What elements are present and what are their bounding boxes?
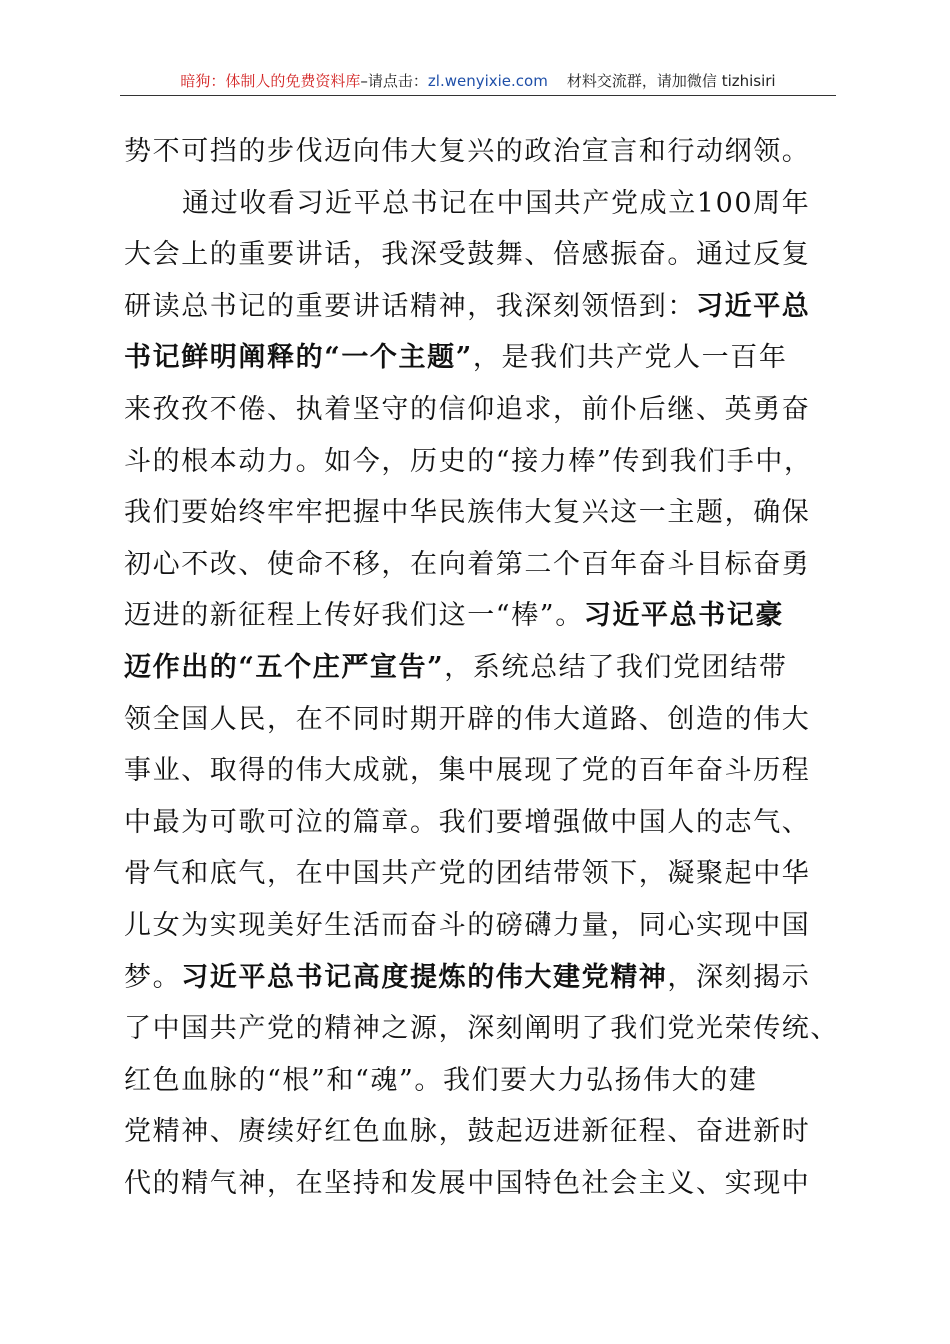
text-line — [124, 487, 854, 539]
emphasis-text: 习近平总 — [696, 290, 811, 322]
text-line — [124, 848, 854, 900]
emphasis-text: 迈作出的“五个庄严宣告” — [124, 651, 445, 683]
document-body — [124, 126, 854, 1209]
body-text-segment: 红色血脉的“根”和“魂”。我们要大力弘扬伟大的建 — [124, 1064, 758, 1096]
emphasis-text: 习近平总书记豪 — [583, 600, 785, 632]
body-text-segment: 儿女为实现美好生活而奋斗的磅礴力量，同心实现中国 — [124, 909, 811, 941]
text-line — [124, 539, 854, 591]
body-text-segment: 我们要始终牢牢把握中华民族伟大复兴这一主题，确保 — [124, 497, 811, 529]
body-text-segment: 骨气和底气，在中国共产党的团结带领下，凝聚起中华 — [124, 858, 811, 890]
body-text-segment: ，深刻揭示 — [667, 961, 811, 993]
body-text-segment: 初心不改、使命不移，在向着第二个百年奋斗目标奋勇 — [124, 548, 811, 580]
body-text-segment: 代的精气神，在坚持和发展中国特色社会主义、实现中 — [124, 1167, 811, 1199]
text-line — [124, 797, 854, 849]
header-click-prompt: –请点击： — [360, 72, 428, 90]
body-text-segment: ，是我们共产党人一百年 — [472, 342, 788, 374]
header-divider — [120, 95, 836, 96]
body-text-segment: 势不可挡的步伐迈向伟大复兴的政治宣言和行动纲领。 — [124, 136, 811, 167]
body-text-segment: 党精神、赓续好红色血脉，鼓起迈进新征程、奋进新时 — [124, 1116, 811, 1148]
text-line — [124, 332, 854, 384]
emphasis-text: 书记鲜明阐释的“一个主题” — [124, 342, 473, 374]
text-line — [124, 745, 854, 797]
body-text-segment: 通过收看习近平总书记在中国共产党成立100周年 — [182, 187, 811, 219]
header-site-name: 暗狗：体制人的免费资料库 — [180, 72, 361, 90]
body-text-segment: 事业、取得的伟大成就，集中展现了党的百年奋斗历程 — [124, 755, 811, 787]
body-text-segment: 来孜孜不倦、执着坚守的信仰追求，前仆后继、英勇奋 — [124, 393, 811, 425]
text-line — [124, 1055, 854, 1107]
text-line — [124, 642, 854, 694]
body-text-segment: 了中国共产党的精神之源，深刻阐明了我们党光荣传统、 — [124, 1013, 839, 1045]
text-line — [124, 1003, 854, 1055]
text-line — [124, 126, 854, 178]
body-text-segment: ，系统总结了我们党团结带 — [444, 651, 788, 683]
text-line — [124, 229, 854, 281]
header-url-link[interactable]: zl.wenyixie.com — [427, 72, 548, 90]
emphasis-text: 习近平总书记高度提炼的伟大建党精神 — [181, 961, 668, 993]
body-text-segment: 迈进的新征程上传好我们这一“棒”。 — [124, 600, 584, 632]
text-line — [124, 178, 854, 230]
text-line — [124, 384, 854, 436]
body-text-segment: 大会上的重要讲话，我深受鼓舞、倍感振奋。通过反复 — [124, 239, 811, 271]
text-line — [124, 436, 854, 488]
text-line — [124, 694, 854, 746]
body-text-segment: 领全国人民，在不同时期开辟的伟大道路、创造的伟大 — [124, 703, 811, 735]
text-line — [124, 900, 854, 952]
body-text-segment: 梦。 — [124, 961, 182, 993]
text-line — [124, 1158, 854, 1210]
text-line — [124, 590, 854, 642]
text-line — [124, 952, 854, 1004]
text-line — [124, 281, 854, 333]
text-line — [124, 1106, 854, 1158]
body-text-segment: 中最为可歌可泣的篇章。我们要增强做中国人的志气、 — [124, 806, 811, 838]
body-text-segment: 研读总书记的重要讲话精神，我深刻领悟到： — [124, 290, 696, 322]
header-group-text: 材料交流群，请加微信 tizhisiri — [566, 72, 776, 90]
body-text-segment: 斗的根本动力。如今，历史的“接力棒”传到我们手中， — [124, 445, 813, 477]
page-header — [120, 71, 836, 91]
